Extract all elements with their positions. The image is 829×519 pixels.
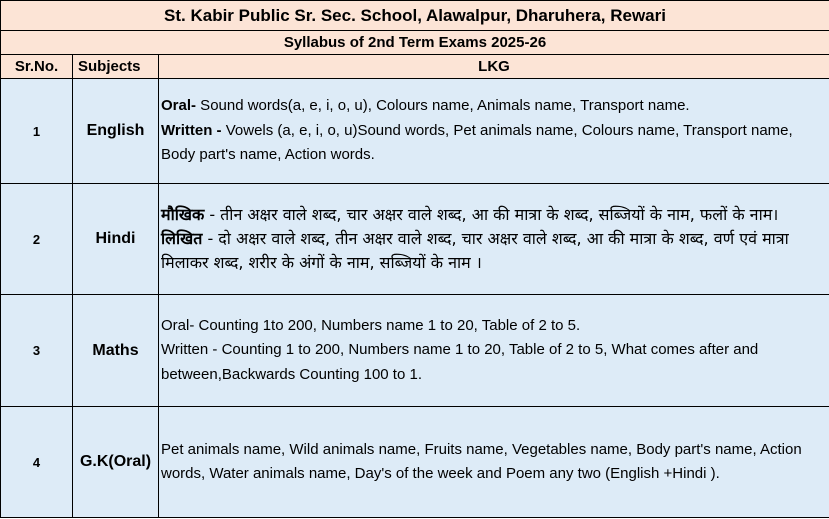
subject-cell: Hindi (73, 184, 159, 295)
syllabus-line: Oral- Counting 1to 200, Numbers name 1 to 20, Table of 2 to 5. (161, 316, 581, 334)
header-class: LKG (159, 55, 829, 79)
line-label: Oral- (161, 97, 197, 115)
syllabus-cell (159, 407, 829, 518)
syllabus-cell (159, 184, 829, 295)
sr-no-cell: 3 (1, 295, 73, 407)
sr-no-cell: 1 (1, 79, 73, 184)
table-row (1, 295, 829, 407)
line-text: - तीन अक्षर वाले शब्द, चार अक्षर वाले शब्द, आ की मात्रा के शब्द, सब्जियों के नाम, फलों के नाम। (204, 205, 779, 224)
syllabus-cell (159, 295, 829, 407)
table-row (1, 407, 829, 518)
header-row (1, 55, 829, 79)
sr-no-cell: 2 (1, 184, 73, 295)
line-label: Written - (161, 121, 222, 139)
table-row (1, 184, 829, 295)
subject-cell: English (73, 79, 159, 184)
subject-cell: Maths (73, 295, 159, 407)
header-sr-no: Sr.No. (1, 55, 73, 79)
table-row (1, 79, 829, 184)
syllabus-line: Pet animals name, Wild animals name, Fruits name, Vegetables name, Body part's name, Action words, Water animals name, Day's of the week and Poem any two (English +Hindi ). (161, 440, 802, 482)
header-subjects: Subjects (73, 55, 159, 79)
line-text: Sound words(a, e, i, o, u), Colours name, Animals name, Transport name. (196, 97, 690, 115)
syllabus-cell (159, 79, 829, 184)
syllabus-line (161, 227, 827, 275)
syllabus-title: Syllabus of 2nd Term Exams 2025-26 (1, 31, 829, 55)
line-label: लिखित (161, 229, 203, 248)
line-text: - दो अक्षर वाले शब्द, तीन अक्षर वाले शब्द, चार अक्षर वाले शब्द, आ की मात्रा के शब्द, वर्ण एवं मात्रा मिलाकर शब्द, शरीर के अंगों के नाम, सब्जियों के नाम । (161, 229, 789, 272)
line-label: मौखिक (161, 205, 205, 224)
sr-no-cell: 4 (1, 407, 73, 518)
syllabus-line (161, 119, 827, 168)
syllabus-line: Written - Counting 1 to 200, Numbers name 1 to 20, Table of 2 to 5, What comes after and between,Backwards Counting 100 to 1. (161, 341, 759, 383)
school-title: St. Kabir Public Sr. Sec. School, Alawalpur, Dharuhera, Rewari (1, 1, 829, 31)
syllabus-line (161, 203, 827, 227)
line-text: Vowels (a, e, i, o, u)Sound words, Pet animals name, Colours name, Transport name, Body part's name, Action words. (161, 121, 793, 164)
subject-cell: G.K(Oral) (73, 407, 159, 518)
syllabus-line (161, 94, 827, 119)
